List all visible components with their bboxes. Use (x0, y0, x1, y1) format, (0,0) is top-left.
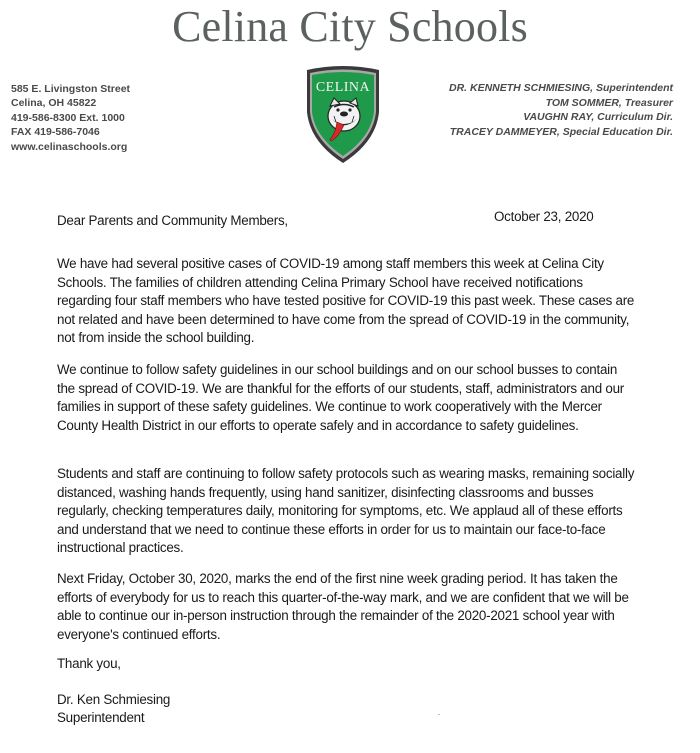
phone-number: 419-586-8300 Ext. 1000 (11, 111, 125, 124)
bulldog-shield-icon (304, 64, 382, 164)
signer-title: Superintendent (57, 710, 145, 725)
staff-treasurer: TOM SOMMER, Treasurer (545, 96, 673, 109)
letter-body (57, 208, 637, 725)
paragraph-safety-guidelines: We continue to follow safety guidelines in our school buildings and on our school busses to contain the spread of COVID-19. We are thankful for the efforts of our students, staff, administrators and our families in support of these safety guidelines. We continue to work cooperatively with the Mercer County Health District in our efforts to operate safely and in accordance to safety guidelines. (57, 362, 624, 433)
school-address-block (11, 82, 130, 154)
administration-list (449, 81, 673, 139)
staff-curriculum-director: VAUGHN RAY, Curriculum Dir. (523, 111, 673, 124)
street-address: 585 E. Livingston Street (11, 83, 131, 95)
staff-superintendent: DR. KENNETH SCHMIESING, Superintendent (448, 82, 673, 94)
signer-name: Dr. Ken Schmiesing (57, 692, 171, 707)
salutation: Dear Parents and Community Members, (57, 213, 288, 228)
city-state-zip: Celina, OH 45822 (11, 97, 97, 110)
paragraph-safety-protocols: Students and staff are continuing to follow safety protocols such as wearing masks, remaining socially distanced, washing hands frequently, using hand sanitizer, disinfecting classrooms and busses regularly, checking temperatures daily, monitoring for symptoms, etc. We applaud all of these efforts and understand that we need to continue these efforts in order for us to maintain our face-to-face instructional practices. (57, 466, 635, 556)
salutation-row (57, 208, 637, 228)
paragraph-covid-cases: We have had several positive cases of COVID-19 among staff members this week at Celina City Schools. The families of children attending Celina Primary School have received notifications regarding four staff members who have tested positive for COVID-19 this past week. These cases are not related and have been determined to have come from the spread of COVID-19 in the community, not from inside the school building. (57, 256, 635, 346)
closing: Thank you, (57, 656, 121, 671)
letter-date: October 23, 2020 (494, 209, 594, 224)
letterhead-title: Celina City Schools (172, 2, 528, 51)
school-logo (304, 64, 382, 164)
website: www.celinaschools.org (11, 140, 128, 153)
scan-speck (438, 714, 440, 715)
staff-special-education-director: TRACEY DAMMEYER, Special Education Dir. (449, 125, 673, 138)
paragraph-grading-period: Next Friday, October 30, 2020, marks the end of the first nine week grading period. It has taken the efforts of everybody for us to reach this quarter-of-the-way mark, and we are confident that we will be able to continue our in-person instruction through the remainder of the 2020-2021 school year with everyone's continued efforts. (57, 571, 629, 642)
fax-number: FAX 419-586-7046 (11, 126, 100, 139)
svg-text:CELINA: CELINA (315, 80, 371, 95)
